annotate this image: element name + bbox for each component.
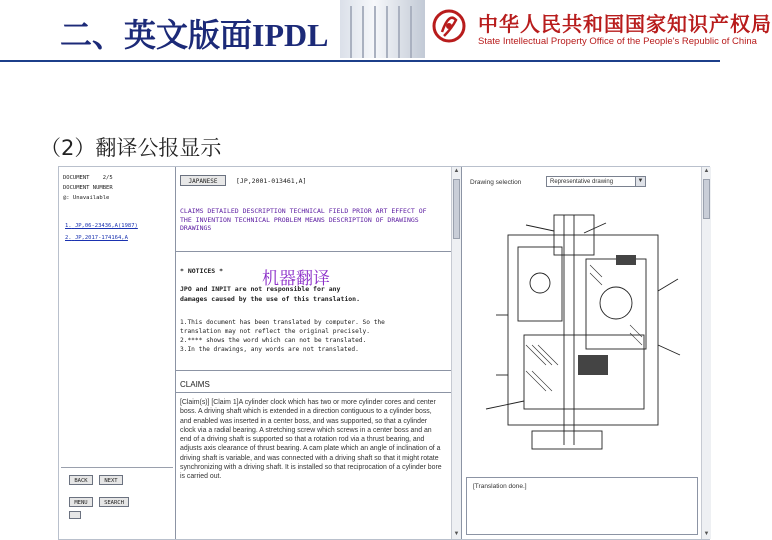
divider <box>176 251 461 252</box>
divider <box>61 467 173 468</box>
building-graphic <box>340 0 425 58</box>
ipdl-screenshot <box>58 166 710 540</box>
logo-english-text: State Intellectual Property Office of the People's Republic of China <box>478 36 757 47</box>
translation-text-pane <box>176 167 462 539</box>
translation-done-label: [Translation done.] <box>473 483 527 490</box>
document-number-label: DOCUMENT NUMBER <box>63 185 113 191</box>
section-links[interactable]: CLAIMS DETAILED DESCRIPTION TECHNICAL FIELD PRIOR ART EFFECT OF THE INVENTION TECHNICAL PROBLEM MEANS DESCRIPTION OF DRAWINGS DRAWINGS <box>180 207 427 232</box>
note-line-2: translation may not reflect the original precisely. <box>180 328 370 335</box>
small-nav-button[interactable] <box>69 511 81 519</box>
claims-heading: CLAIMS <box>180 380 210 389</box>
slide-header <box>0 0 772 62</box>
drawing-select[interactable]: Representative drawing ▼ <box>546 176 646 187</box>
middle-scrollbar[interactable]: ▲ ▼ <box>451 167 461 539</box>
drawing-pane <box>462 167 711 539</box>
patent-drawing <box>466 195 702 467</box>
document-number: [JP,2001-013461,A] <box>236 177 307 185</box>
divider <box>176 392 461 393</box>
translation-done-box <box>466 477 698 535</box>
sipo-logo-icon <box>432 6 466 46</box>
claims-text: [Claim(s)] [Claim 1]A cylinder clock which has two or more cylinder cores and center boss. A driving shaft which is extended in a direction contiguous to a cylinder boss, and enabled was inserted in a center boss, and was supported, so that a cylinder clock via a radial bearing. A stretching screw which screws in a center boss and an end of a driving shaft is supported so that a rotation rod via a thrust bearing, and adjusts axis clearance of thrust bearing. A cam plate which an angle of inclination of a driving shaft is variable, and was connected with a driving shaft so that it might rotate synchronizing with a driving shaft. It is installed so that reciprocation of a cylinder bore is carried out. <box>180 399 442 481</box>
header-rule <box>0 60 720 62</box>
disclaimer-line-1: JPO and INPIT are not responsible for any <box>180 285 341 293</box>
drawing-selection-label: Drawing selection <box>470 179 522 186</box>
next-button[interactable]: NEXT <box>99 475 123 485</box>
document-list-pane <box>59 167 176 539</box>
menu-button[interactable]: MENU <box>69 497 93 507</box>
notices-title: * NOTICES * <box>180 267 224 275</box>
unavailable-label: @: Unavailable <box>63 195 110 201</box>
note-line-1: 1.This document has been translated by computer. So the <box>180 319 385 326</box>
machine-translation-annotation: 机器翻译 <box>262 269 330 289</box>
back-button[interactable]: BACK <box>69 475 93 485</box>
note-line-3: 2.**** shows the word which can not be translated. <box>180 337 367 344</box>
right-scrollbar[interactable]: ▲ ▼ <box>701 167 711 539</box>
disclaimer-line-2: damages caused by the use of this translation. <box>180 295 361 303</box>
slide-title: 二、英文版面IPDL <box>60 17 329 53</box>
japanese-button[interactable]: JAPANESE <box>180 175 226 186</box>
logo-chinese-text: 中华人民共和国国家知识产权局 <box>478 12 772 36</box>
slide-subtitle: （2）翻译公报显示 <box>40 136 222 160</box>
chevron-down-icon[interactable]: ▼ <box>635 177 645 186</box>
note-line-4: 3.In the drawings, any words are not translated. <box>180 346 359 353</box>
document-link-1[interactable]: 1. JP,06-23436,A(1987) <box>65 223 138 229</box>
search-button[interactable]: SEARCH <box>99 497 129 507</box>
document-link-2[interactable]: 2. JP,2017-174164,A <box>65 235 128 241</box>
document-label: DOCUMENT 2/5 <box>63 175 113 181</box>
divider <box>176 370 461 371</box>
